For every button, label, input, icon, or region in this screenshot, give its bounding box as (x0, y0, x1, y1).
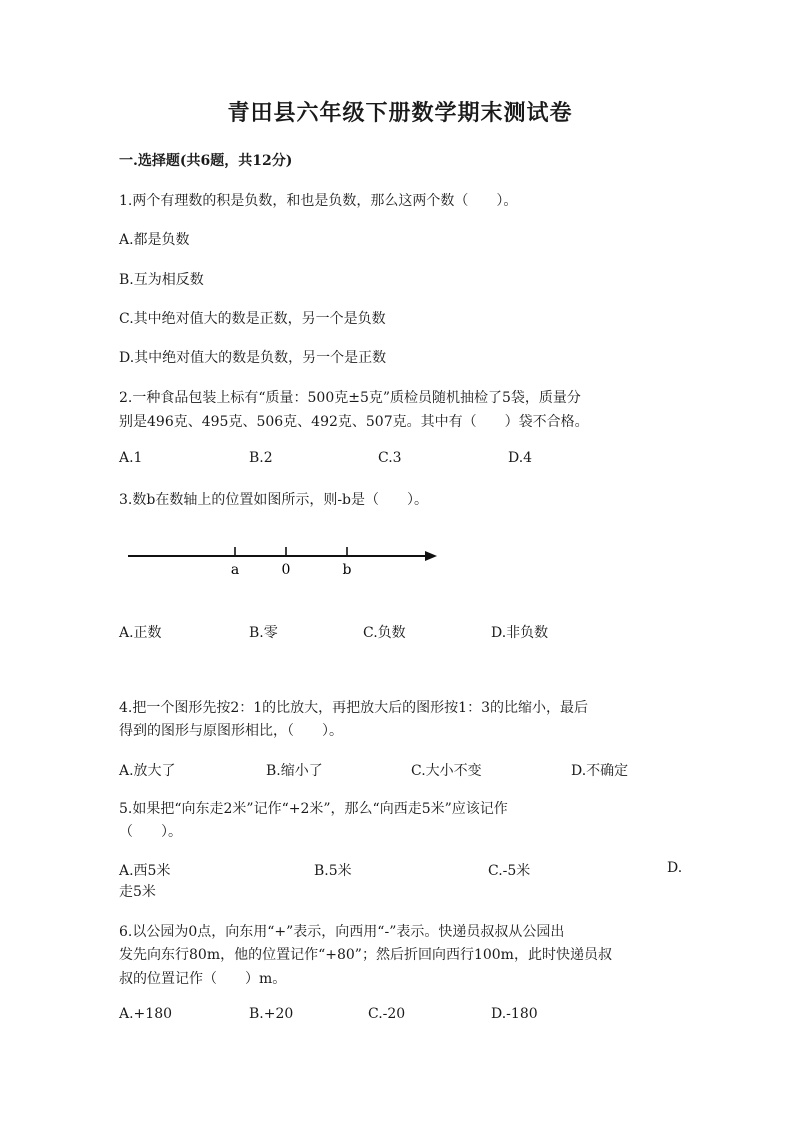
q4-stem-line2: 得到的图形与原图形相比，（ ）。 (119, 723, 343, 739)
q6-option-d: D.-180 (491, 1006, 538, 1022)
q5-option-d-wrap: 走5米 (119, 884, 156, 900)
q4-option-c: C.大小不变 (411, 763, 482, 779)
q1-option-c: C.其中绝对值大的数是正数，另一个是负数 (119, 311, 386, 327)
q3-option-a: A.正数 (119, 625, 162, 641)
q6-stem-line2: 发先向东行80m，他的位置记作“+80”；然后折回向西行100m，此时快递员叔 (119, 947, 612, 963)
exam-title: 青田县六年级下册数学期末测试卷 (227, 100, 573, 126)
number-line-arrow (425, 551, 437, 561)
number-line-figure (125, 540, 445, 580)
q1-stem: 1.两个有理数的积是负数，和也是负数，那么这两个数（ ）。 (119, 193, 518, 209)
q2-option-c: C.3 (378, 450, 402, 466)
q1-option-b: B.互为相反数 (119, 272, 204, 288)
q1-option-a: A.都是负数 (119, 232, 190, 248)
q5-option-b: B.5米 (314, 863, 352, 879)
q6-option-b: B.+20 (249, 1006, 294, 1022)
q5-stem-line2: （ ）。 (119, 824, 182, 840)
q4-option-d: D.不确定 (571, 763, 629, 779)
q6-stem-line1: 6.以公园为0点，向东用“+”表示，向西用“-”表示。快递员叔叔从公园出 (119, 924, 565, 940)
q3-option-d: D.非负数 (491, 625, 549, 641)
q5-option-a: A.西5米 (119, 863, 171, 879)
q2-stem-line1: 2.一种食品包装上标有“质量：500克±5克”质检员随机抽检了5袋，质量分 (119, 390, 581, 406)
q4-option-a: A.放大了 (119, 763, 176, 779)
q5-stem-line1: 5.如果把“向东走2米”记作“+2米”，那么“向西走5米”应该记作 (119, 801, 508, 817)
q2-option-b: B.2 (249, 450, 273, 466)
q2-option-d: D.4 (508, 450, 533, 466)
q2-stem-line2: 别是496克、495克、506克、492克、507克。其中有（ ）袋不合格。 (119, 414, 589, 430)
q4-stem-line1: 4.把一个图形先按2：1的比放大，再把放大后的图形按1：3的比缩小，最后 (119, 700, 588, 716)
q2-option-a: A.1 (119, 450, 143, 466)
label-zero: 0 (281, 562, 291, 578)
q3-stem: 3.数b在数轴上的位置如图所示，则-b是（ ）。 (119, 492, 429, 508)
q4-option-b: B.缩小了 (266, 763, 323, 779)
q3-option-c: C.负数 (363, 625, 406, 641)
q1-option-d: D.其中绝对值大的数是负数，另一个是正数 (119, 350, 387, 366)
q3-option-b: B.零 (249, 625, 278, 641)
q5-option-c: C.-5米 (488, 863, 531, 879)
label-b: b (342, 562, 352, 578)
q5-option-d: D. (667, 860, 683, 876)
q6-option-a: A.+180 (119, 1006, 173, 1022)
q6-option-c: C.-20 (368, 1006, 406, 1022)
q6-stem-line3: 叔的位置记作（ ）m。 (119, 971, 287, 987)
label-a: a (230, 562, 240, 578)
section-heading: 一.选择题(共6题，共12分) (119, 153, 293, 169)
